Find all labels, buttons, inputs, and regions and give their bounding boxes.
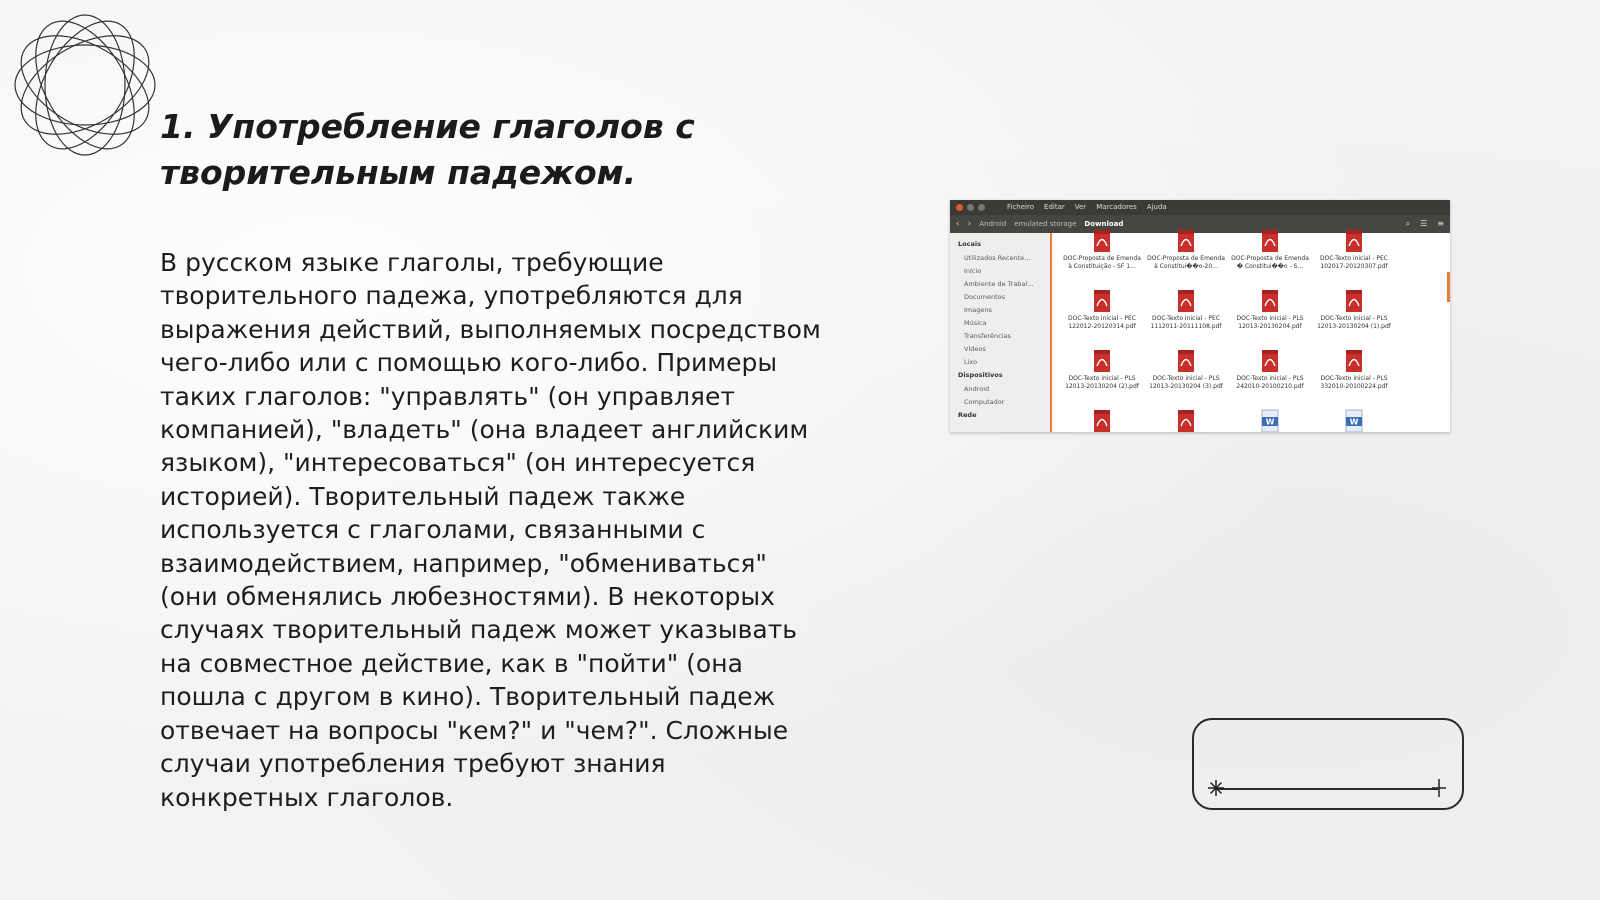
file-item [1314, 395, 1394, 432]
file-name: DOC-Texto inicial - PLS 12013-20130204 (2).pdf [1065, 375, 1139, 390]
file-name: DOC-Proposta de Emenda à Constitui��o-20... [1147, 255, 1225, 270]
file-name: DOC-Proposta de Emenda à Constituição - SF 1... [1063, 255, 1141, 270]
pdf-file-icon [1176, 289, 1196, 313]
file-name: DOC-Texto inicial - PEC 1112011-20111108.pdf [1150, 315, 1222, 330]
slide-body-text: В русском языке глаголы, требующие творительного падежа, употребляются для выражения действий, выполняемых посредством чего-либо или с помощью кого-либо. Примеры таких глаголов: "управлять" (он управляет компанией), "владеть" (она владеет английским языком), "интересоваться" (он интересуется историей). Творительный падеж также используется с глаголами, связанными с взаимодействием, например, "обмениваться" (они обменялись любезностями). В некоторых случаях творительный падеж может указывать на совместное действие, как в "пойти" (она пошла с другом в кино). Творительный падеж отвечает на вопросы "кем?" и "чем?". Сложные случаи употребления требуют знания конкретных глаголов. [160, 248, 821, 812]
pdf-file-icon [1260, 229, 1280, 253]
file-item [1062, 335, 1142, 395]
file-item [1230, 275, 1310, 335]
file-name: DOC-Texto inicial - PLS 332010-20100224.pdf [1320, 375, 1388, 390]
pdf-file-icon [1344, 289, 1364, 313]
pdf-file-icon [1260, 289, 1280, 313]
maximize-window-icon [978, 204, 985, 211]
back-arrow-icon: ‹ [956, 219, 960, 229]
file-manager-menubar [950, 200, 1450, 215]
breadcrumb-item: Android [979, 220, 1007, 228]
menu-item: Ver [1074, 203, 1087, 211]
svg-text:W: W [1349, 417, 1359, 427]
file-name: DOC-Proposta de Emenda � Constitui��o - S... [1231, 255, 1309, 270]
file-item [1146, 395, 1226, 432]
sidebar-item: Computador [964, 397, 1005, 406]
svg-text:W: W [1265, 417, 1275, 427]
sidebar-item: Lixo [964, 357, 978, 366]
pdf-file-icon [1344, 349, 1364, 373]
menu-item: Marcadores [1096, 203, 1137, 211]
file-item [1314, 275, 1394, 335]
file-item [1146, 215, 1226, 275]
pdf-file-icon [1092, 349, 1112, 373]
pdf-file-icon [1092, 229, 1112, 253]
file-item [1062, 395, 1142, 432]
doc-file-icon [1260, 409, 1280, 432]
file-item [1314, 335, 1394, 395]
sidebar-header-devices: Dispositivos [958, 371, 1003, 379]
file-item [1146, 275, 1226, 335]
file-item [1314, 215, 1394, 275]
file-name: DOC-Texto inicial - PLS 12013-20130204 (3).pdf [1149, 375, 1223, 390]
menu-item: Ficheiro [1007, 203, 1035, 211]
breadcrumb-item: emulated storage [1014, 220, 1077, 228]
pdf-file-icon [1176, 409, 1196, 432]
menu-item: Editar [1044, 203, 1065, 211]
menu-icon: ≡ [1437, 219, 1444, 228]
sidebar-item: Utilizados Recente... [964, 253, 1031, 262]
doc-file-icon [1344, 409, 1364, 432]
sidebar-item: Música [964, 318, 987, 327]
file-item [1062, 275, 1142, 335]
pdf-file-icon [1260, 349, 1280, 373]
file-name: DOC-Texto inicial - PLS 242010-20100210.pdf [1236, 375, 1304, 390]
file-item [1230, 395, 1310, 432]
sidebar-item: Documentos [964, 292, 1006, 301]
file-grid [1052, 215, 1450, 432]
breadcrumb-item-current: Download [1084, 220, 1124, 228]
sidebar-item: Vídeos [964, 344, 986, 353]
forward-arrow-icon: › [967, 219, 972, 229]
file-name: DOC-Texto inicial - PLS 12013-20130204.pdf [1236, 315, 1304, 330]
menu-item: Ajuda [1146, 203, 1167, 211]
minimize-window-icon [967, 204, 974, 211]
file-item [1062, 215, 1142, 275]
file-name: DOC-Texto inicial - PLS 12013-20130204 (1).pdf [1317, 315, 1391, 330]
pdf-file-icon [1344, 229, 1364, 253]
slider-track [1216, 788, 1438, 790]
sidebar-item: Android [964, 384, 990, 393]
window-controls [956, 204, 985, 211]
file-item [1146, 335, 1226, 395]
slide-title: 1. Употребление глаголов с творительным падежом. [160, 107, 695, 192]
file-manager-sidebar [950, 233, 1052, 432]
circular-ornament-logo [10, 10, 160, 160]
crosshair-icon [1429, 778, 1449, 798]
pdf-file-icon [1176, 349, 1196, 373]
close-window-icon [956, 204, 963, 211]
file-manager-screenshot [950, 200, 1450, 432]
sidebar-header-locals: Locais [958, 240, 981, 248]
sidebar-header-network: Rede [958, 411, 977, 419]
pdf-file-icon [1092, 409, 1112, 432]
file-name: DOC-Texto inicial - PEC 102017-20120307.pdf [1320, 255, 1388, 270]
sparkle-icon [1207, 779, 1225, 797]
search-icon: ⌕ [1405, 219, 1411, 228]
file-name: DOC-Texto inicial - PEC 122012-20120314.pdf [1068, 315, 1136, 330]
sidebar-item: Início [964, 266, 982, 275]
scrollbar-thumb [1447, 272, 1450, 302]
file-item [1230, 335, 1310, 395]
pdf-file-icon [1092, 289, 1112, 313]
list-view-icon: ☰ [1420, 219, 1428, 228]
file-item [1230, 215, 1310, 275]
pdf-file-icon [1176, 229, 1196, 253]
sidebar-item: Transferências [964, 331, 1011, 340]
sidebar-item: Ambiente de Trabal... [964, 279, 1034, 288]
sidebar-item: Imagens [964, 305, 992, 314]
decorative-slider-frame [1192, 718, 1464, 810]
